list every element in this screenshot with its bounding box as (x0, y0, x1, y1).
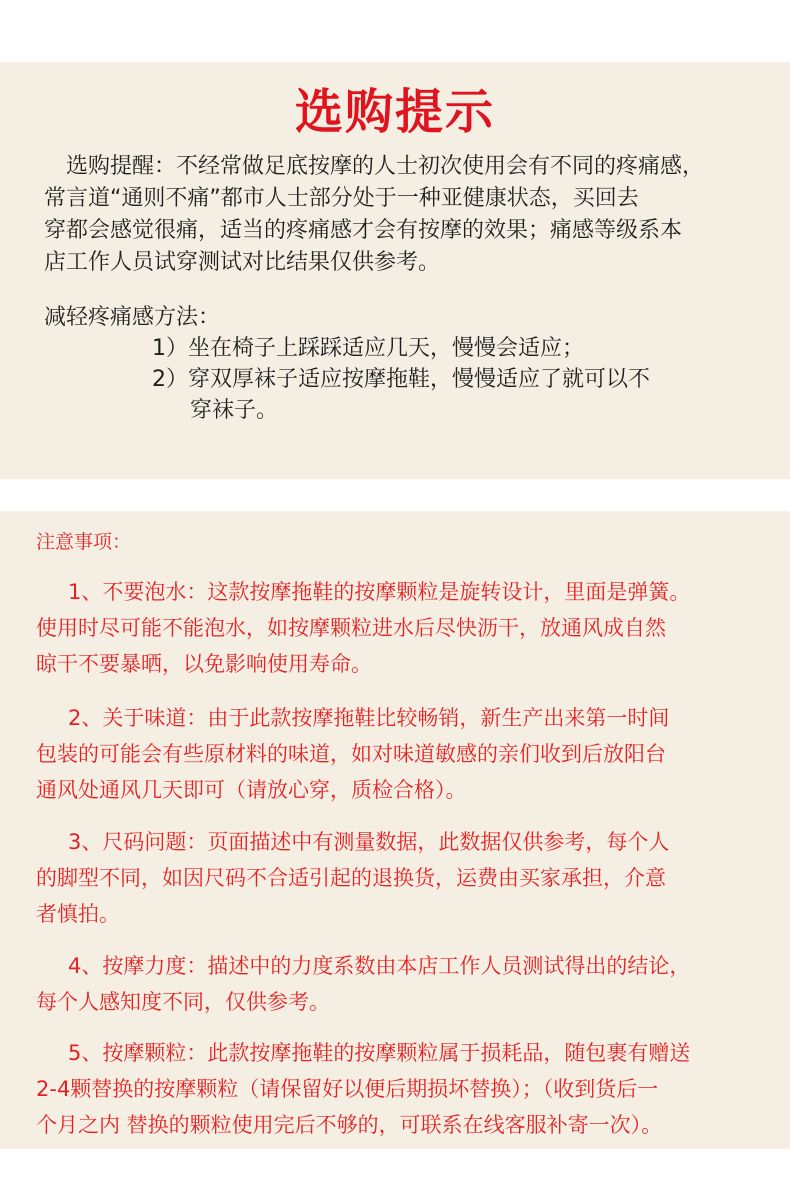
note-2-line-2: 包装的可能会有些原材料的味道，如对味道敏感的亲们收到后放阳台 (36, 742, 666, 766)
note-5-line-1: 5、按摩颗粒：此款按摩拖鞋的按摩颗粒属于损耗品，随包裹有赠送 (68, 1041, 691, 1065)
note-1-line-3: 晾干不要暴晒，以免影响使用寿命。 (36, 652, 372, 676)
reminder-line-3: 穿都会感觉很痛，适当的疼痛感才会有按摩的效果；痛感等级系本 (44, 218, 683, 243)
note-3-line-3: 者慎拍。 (36, 902, 120, 926)
relief-item-2-continued: 穿袜子。 (190, 398, 279, 423)
note-4-line-1: 4、按摩力度：描述中的力度系数由本店工作人员测试得出的结论， (68, 954, 691, 978)
note-3-line-2: 的脚型不同，如因尺码不合适引起的退换货，运费由买家承担，介意 (36, 866, 666, 890)
relief-item-2: 2）穿双厚袜子适应按摩拖鞋，慢慢适应了就可以不 (152, 367, 650, 392)
note-5-line-3: 个月之内 替换的颗粒使用完后不够的，可联系在线客服补寄一次）。 (36, 1113, 663, 1137)
note-4-line-2: 每个人感知度不同，仅供参考。 (36, 990, 330, 1014)
relief-item-1: 1）坐在椅子上踩踩适应几天，慢慢会适应； (152, 336, 584, 361)
page-title: 选购提示 (294, 84, 495, 140)
notes-heading: 注意事项： (36, 531, 132, 553)
note-1-line-1: 1、不要泡水：这款按摩拖鞋的按摩颗粒是旋转设计，里面是弹簧。 (68, 580, 691, 604)
relief-heading: 减轻疼痛感方法： (44, 305, 221, 330)
note-5-line-2: 2-4颗替换的按摩颗粒（请保留好以便后期损坏替换）；（收到货后一 (36, 1077, 659, 1101)
note-2-line-3: 通风处通风几天即可（请放心穿，质检合格）。 (36, 778, 467, 802)
note-2-line-1: 2、关于味道：由于此款按摩拖鞋比较畅销，新生产出来第一时间 (68, 706, 670, 730)
reminder-line-1: 选购提醒：不经常做足底按摩的人士初次使用会有不同的疼痛感， (66, 154, 705, 179)
note-3-line-1: 3、尺码问题：页面描述中有测量数据，此数据仅供参考，每个人 (68, 830, 670, 854)
note-1-line-2: 使用时尽可能不能泡水，如按摩颗粒进水后尽快沥干，放通风成自然 (36, 616, 666, 640)
reminder-line-2: 常言道“通则不痛”都市人士部分处于一种亚健康状态，买回去 (44, 186, 639, 211)
reminder-line-4: 店工作人员试穿测试对比结果仅供参考。 (44, 250, 441, 275)
